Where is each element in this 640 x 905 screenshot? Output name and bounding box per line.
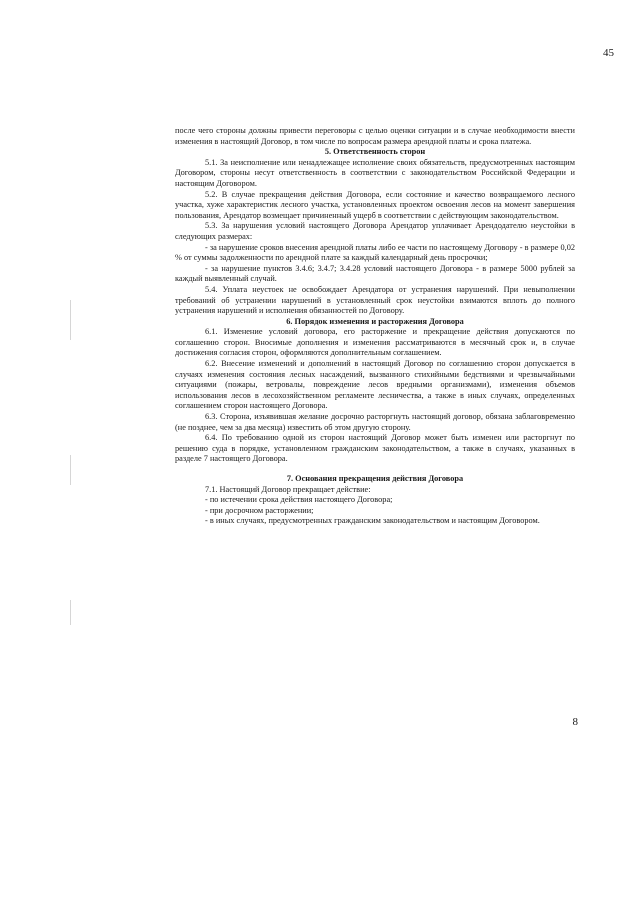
scan-margin-mark: [70, 600, 71, 625]
list-item-7-1-1: - по истечении срока действия настоящего Договора;: [205, 495, 393, 505]
paragraph-5-3: 5.3. За нарушения условий настоящего Договора Арендатор уплачивает Арендодателю неустойки в следующих размерах:: [175, 221, 575, 241]
paragraph-5-3-item-2: - за нарушение пунктов 3.4.6; 3.4.7; 3.4.28 условий настоящего Договора - в размере 5000 рублей за каждый выявленный случай.: [175, 263, 575, 284]
spacer: [175, 465, 575, 474]
paragraph-6-4: 6.4. По требованию одной из сторон настоящий Договор может быть изменен или расторгнут по решению суда в порядке, установленном гражданским законодательством, а также в случаях, указанных в разделе 7 настоящего Договора.: [175, 433, 575, 464]
paragraph-6-2: 6.2. Внесение изменений и дополнений в настоящий Договор по соглашению сторон допускается в случаях изменения состояния лесных насаждений, вызванного стихийными бедствиями и чрезвычайными ситуациями (пожары, ветровалы, повреждение лесов вредными организмами), изменения объемов использования лесов в лесохозяйственном регламенте лесничества, а также в иных случаях, определенных соглашением сторон настоящего Договора.: [175, 359, 575, 411]
section-5-title: 5. Ответственность сторон: [324, 147, 426, 157]
scan-margin-mark: [70, 455, 71, 485]
scan-margin-mark: [70, 300, 71, 340]
paragraph-6-3: 6.3. Сторона, изъявившая желание досрочно расторгнуть настоящий договор, обязана заблаговременно (не позднее, чем за два месяца) известить об этом другую сторону.: [175, 412, 575, 432]
paragraph-6-1: 6.1. Изменение условий договора, его расторжение и прекращение действия допускаются по соглашению сторон. Вносимые дополнения и изменения рассматриваются в месячный срок и, в случае достижения согласия сторон, оформляются дополнительным соглашением.: [175, 327, 575, 358]
list-item-7-1-3: - в иных случаях, предусмотренных гражданским законодательством и настоящим Договором.: [205, 516, 540, 526]
paragraph-5-4: 5.4. Уплата неустоек не освобождает Арендатора от устранения нарушений. При невыполнении требований об устранении нарушений в установленный срок неустойки взимаются вплоть до полного устранения нарушений и исполнения обязанностей по Договору.: [175, 284, 575, 316]
intro-paragraph: после чего стороны должны привести переговоры с целью оценки ситуации и в случае необходимости внести изменения в настоящий Договор, в том числе по вопросам размера арендной платы и срока платежа.: [175, 126, 575, 146]
page-number-bottom: 8: [572, 716, 578, 728]
document-body: [175, 126, 575, 527]
paragraph-5-1: 5.1. За неисполнение или ненадлежащее исполнение своих обязательств, предусмотренных настоящим Договором, стороны несут ответственность в соответствии с законодательством Российской Федерации и настоящим Договором.: [175, 157, 575, 188]
page-number-top: 45: [603, 47, 614, 59]
section-7-title: 7. Основания прекращения действия Договора: [286, 474, 464, 483]
paragraph-5-2: 5.2. В случае прекращения действия Договора, если состояние и качество возвращаемого лесного участка, хуже характеристик лесного участка, установленных проектом освоения лесов на момент завершения пользования, Арендатор возмещает причиненный ущерб в соответствии с действующим законодательством.: [175, 189, 575, 220]
paragraph-5-3-item-1: - за нарушение сроков внесения арендной платы либо ее части по настоящему Договору - в размере 0,02 % от суммы задолженности по арендной плате за каждый календарный день просрочки;: [175, 242, 575, 263]
list-item-7-1-2: - при досрочном расторжении;: [205, 505, 314, 515]
section-6-title: 6. Порядок изменения и расторжения Договора: [286, 316, 464, 326]
paragraph-7-1: 7.1. Настоящий Договор прекращает действие:: [205, 484, 371, 494]
